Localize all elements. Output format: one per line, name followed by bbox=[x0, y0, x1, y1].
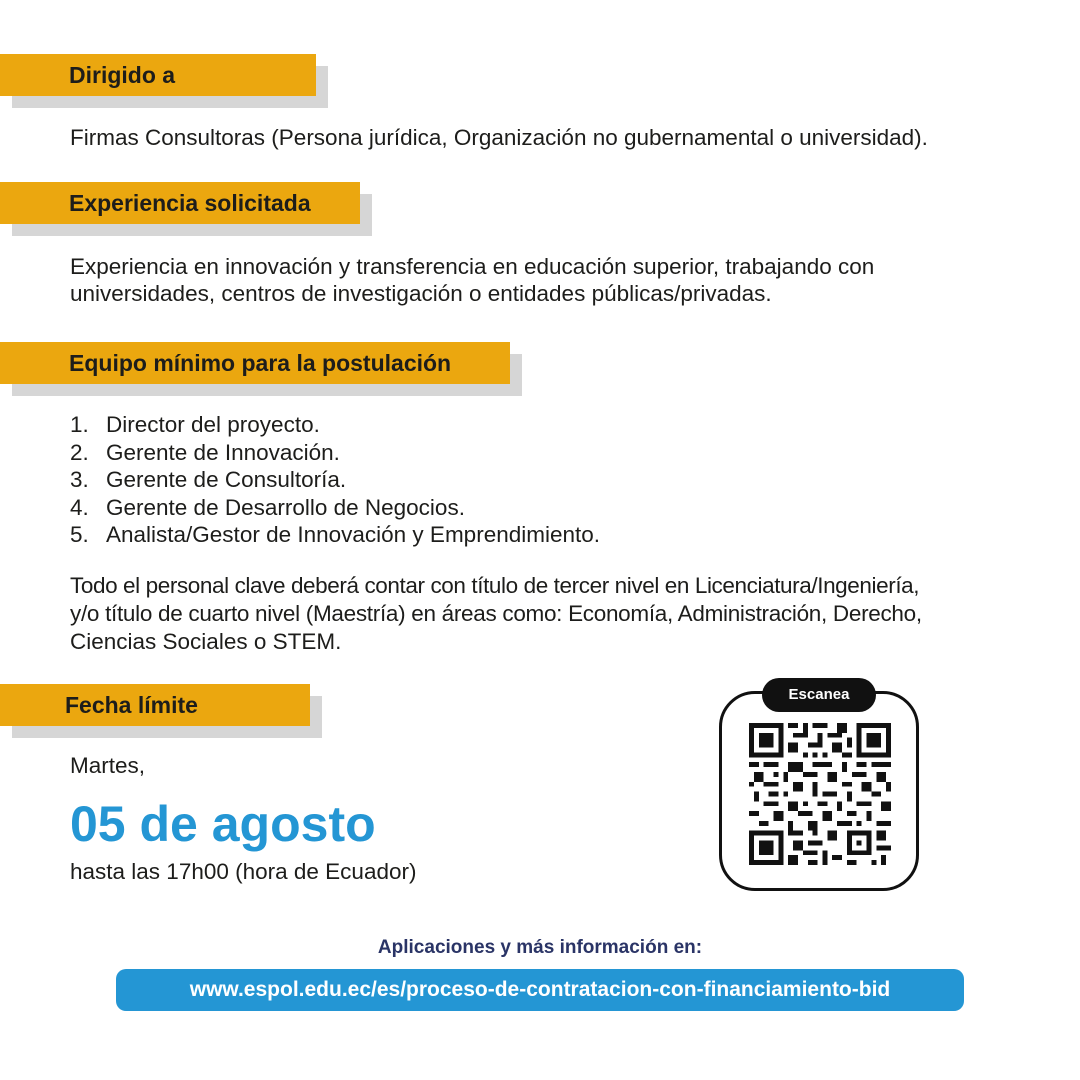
list-item: 5. Analista/Gestor de Innovación y Emprendimiento. bbox=[70, 522, 601, 547]
equipo-note-line2: y/o título de cuarto nivel (Maestría) en áreas como: Economía, Administración, Derecho, bbox=[70, 601, 922, 626]
equipo-note-line1: Todo el personal clave deberá contar con título de tercer nivel en Licenciatura/Ingeniería, bbox=[70, 573, 920, 598]
experiencia-text-line2: universidades, centros de investigación o entidades públicas/privadas. bbox=[70, 281, 772, 306]
url-link[interactable]: www.espol.edu.ec/es/proceso-de-contratacion-con-financiamiento-bid bbox=[116, 969, 964, 1011]
section-header-fecha bbox=[0, 684, 310, 726]
section-header-dirigido bbox=[0, 54, 316, 96]
qr-code-icon[interactable] bbox=[749, 723, 891, 865]
qr-label: Escanea bbox=[762, 678, 876, 712]
section-title: Experiencia solicitada bbox=[69, 190, 311, 216]
section-header-experiencia bbox=[0, 182, 360, 224]
list-item: 3. Gerente de Consultoría. bbox=[70, 467, 347, 492]
section-title: Fecha límite bbox=[65, 692, 198, 718]
team-list bbox=[70, 411, 600, 549]
section-header-equipo bbox=[0, 342, 510, 384]
deadline-date: 05 de agosto bbox=[70, 796, 376, 852]
equipo-note-line3: Ciencias Sociales o STEM. bbox=[70, 629, 342, 654]
info-heading: Aplicaciones y más información en: bbox=[377, 937, 703, 958]
deadline-time: hasta las 17h00 (hora de Ecuador) bbox=[70, 859, 417, 884]
dirigido-text: Firmas Consultoras (Persona jurídica, Organización no gubernamental o universidad). bbox=[70, 125, 928, 150]
section-title: Equipo mínimo para la postulación bbox=[69, 350, 452, 376]
deadline-day: Martes, bbox=[70, 753, 146, 778]
list-item: 2. Gerente de Innovación. bbox=[70, 439, 340, 465]
section-title: Dirigido a bbox=[69, 62, 176, 88]
list-item: 1. Director del proyecto. bbox=[70, 412, 320, 437]
experiencia-text-line1: Experiencia en innovación y transferencia en educación superior, trabajando con bbox=[70, 254, 875, 279]
list-item: 4. Gerente de Desarrollo de Negocios. bbox=[70, 494, 465, 520]
